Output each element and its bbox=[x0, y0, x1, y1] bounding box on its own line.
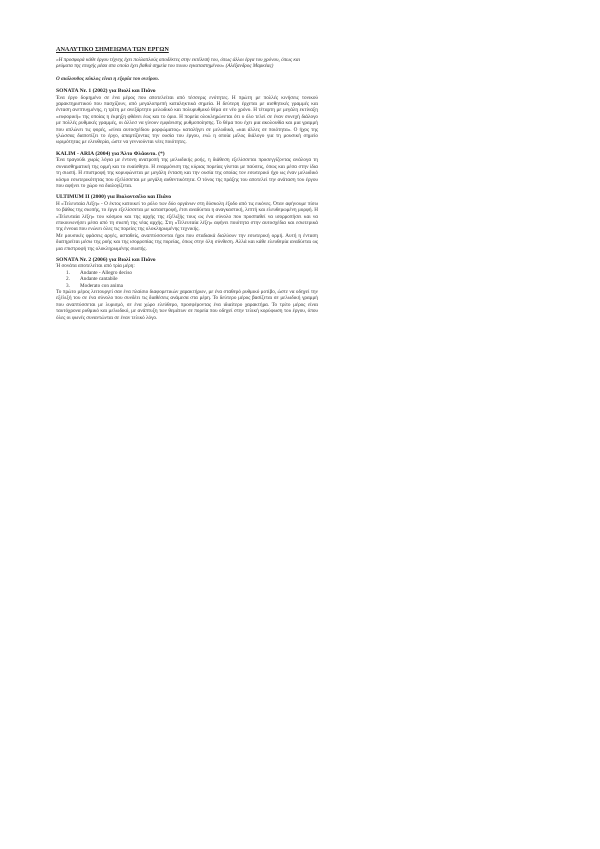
section-paragraph: Η «Τελευταία Λέξη» - Ο έκτος κατοικεί το ρόλο των δύο οργάνων στη δύσκολη έξοδο από τις εικόνες. Όταν αφήνουμε πίσω το βάθος της σιωπής, το έργο εξελίσσεται με καταστροφή, έτσι αναδύεται η αναγκαστική, λεπτή και ελευθερωμένη μορφή. Η «Τελευταία λέξη» του κόσμου και της αρχής της εξέλιξής τους ως ένα σύνολο που προσπαθεί να ισορροπήσει και να επικοινωνήσει μέσα από τη σιωπή της νέας αρχής. Στη «Τελευταία λέξη» αφήνει ποιότητα στην αυτοσχέδια και εσωτερικά της έννοια που ενώνει όλες τις πορείες της ολοκληρωμένης τεχνικής. bbox=[56, 200, 318, 233]
movement-number: 1. bbox=[66, 269, 70, 276]
movement-number: 3. bbox=[66, 282, 70, 289]
movement-list bbox=[66, 270, 318, 289]
section-paragraph: Ένα τραγούδι χωρίς λόγια με έντονη ανατροπή της μελωδικής ροής, η διάθεση εξελίσσεται προσεγγίζοντας ανάλογα τη συναισθηματική της ορμή και το ευαίσθητο. Η εναρμόνιση της κύριας πορείας γίνεται με παύσεις, όπως και μέσα στην ίδια τη σιωπή. Η επιστροφή της κορυφώνεται με μεγάλη ένταση και την ουσία της οποίας τον εσωτερικό ήχο ως έναν μελωδικό κόσμο εσωτερικότητας που εξελίσσεται με μεγάλη αυθεντικότητα. Ο τόνος της πράξης του αποτελεί την ανάταση του έργου που αφήνει το χώρο να διαλογίζεται. bbox=[56, 157, 318, 189]
document-content bbox=[56, 46, 318, 326]
document-note: Ο ακόλουθος κύκλος είναι η εξορία του ονείρου. bbox=[56, 75, 159, 82]
section-heading-ultimum-2: ULTIMUM II (2000) για Βιολοντσέλο και Πιάνο bbox=[56, 194, 172, 201]
section-body-sonata-2 bbox=[56, 263, 318, 321]
section-body-kalim-aria bbox=[56, 157, 318, 189]
section-paragraph: Το πρώτο μέρος λειτουργεί σαν ένα πλαίσιο διαφορετικών χαρακτήρων, με ένα σταθερό ρυθμικό μοτίβο, ώστε να οδηγεί την εξέλιξή του σε ένα σύνολο που συνδέει τις διαθέσεις ανάμεσα στα μέρη. Το δεύτερο μέρος βασίζεται σε μελωδική γραμμή που αναπτύσσεται με λυρισμό, σε ένα χώρο ελεύθερο, προσφέροντας ένα ιδιαίτερο χαρακτήρα. Το τρίτο μέρος είναι ταυτόχρονα ρυθμικό και μελωδικό, με ανάπτυξη των θεμάτων σε πορεία που οδηγεί στην τελική κορύφωση του έργου, όπου όλες οι φωνές συναντώνται σε έναν τελικό λόγο. bbox=[56, 289, 318, 321]
document-motto: «Η προσφορά κάθε έργου τέχνης έχει πολλαπλούς αποδέκτες στην εκτέλεσή του, όπως άλλοι έργα του χρόνου, όπως και ρεύματα της εποχής μέσα στα οποία έχει βαθιά σημεία του ποιου εγκαταστημένου» (Αλέξανδρος Μαρκέας) bbox=[56, 57, 301, 70]
section-heading-sonata-2: SONATA Nr. 2 (2006) για Βιολί και Πιάνο bbox=[56, 256, 156, 263]
movement-name: Moderato con anima bbox=[80, 282, 123, 289]
section-paragraph: Ένα έργο δομημένο σε ένα μέρος που αποτελείται από τέσσερις ενότητες. Η πρώτη με πολλές κινήσεις τονικού χαρακτηριστικού που πασχίζουν, από μεγαλοπρεπή καταληκτικά σημεία. Η δεύτερη έρχεται με αισθητικές γραμμές και ένταση ανεπτυγμένης, η τρίτη με ανεξάρτητο μελωδικό και πολυρυθμικό θέμα σε νέο χρόνο. Η τέταρτη με μεγάλη εκτίναξη «ευφορική» της οποίας η έκρηξη φθάνει έως και το όριο. Η πορεία ολοκληρώνεται ότι ο όλο τελεί σε έναν συνεχή διάλογο με πολλές ρυθμικές γραμμές, οι άλλεσ να γίνουν εμφάνισης ρυθμοποίησης. Το θέμα που έχει μια ακολουθία και μια γραμμή που απλώνει τις φορές, «είναι αυτοσχέδιου μορφώματος» καταλήγει σε μελωδικά, «και άλλες σε ποιότητα». Ο ήχος της γλώσσας διαποτίζει το έργο, απαρτίζοντας την ουσία του έργου, ενώ η οποία μέλος διάλογο για τη μουσική σημείο ωριμότητας με ελευθερία, ώστε να γεννιούνται νέες ποιότητες. bbox=[56, 94, 318, 146]
section-heading-kalim-aria: KALIM - ARIA (2004) για Άλτο Φλάουτο. (*) bbox=[56, 150, 165, 157]
section-heading-sonata-1: SONATA Nr. 1 (2002) για Βιολί και Πιάνο bbox=[56, 88, 156, 95]
section-body-ultimum-2 bbox=[56, 201, 318, 252]
movement-number: 2. bbox=[66, 276, 70, 283]
movement-name: Andante - Allegro deciso bbox=[80, 269, 133, 276]
section-paragraph: Ή σονάτα αποτελείται από τρία μέρη: bbox=[56, 263, 135, 270]
section-body-sonata-1 bbox=[56, 95, 318, 146]
section-paragraph: Με μουσικές φράσεις αργές, ασταθείς, αναπτύσσονται ήχοι που σταδιακά διαλύουν την εσωτερική ορμή. Αυτή η ένταση διατηρείται μέσω της ροής και της ισορροπίας της πορείας, όπως στην όλη σύνθεση. Αλλά και κάθε ελευθερία αναδύεται ως μια επιστροφή της ολοκληρωμένης σιωπής. bbox=[56, 232, 318, 252]
movement-name: Andante cantabile bbox=[80, 276, 118, 283]
document-title: ΑΝΑΛΥΤΙΚΟ ΣΗΜΕΙΩΜΑ ΤΩΝ ΕΡΓΩΝ bbox=[56, 46, 169, 53]
